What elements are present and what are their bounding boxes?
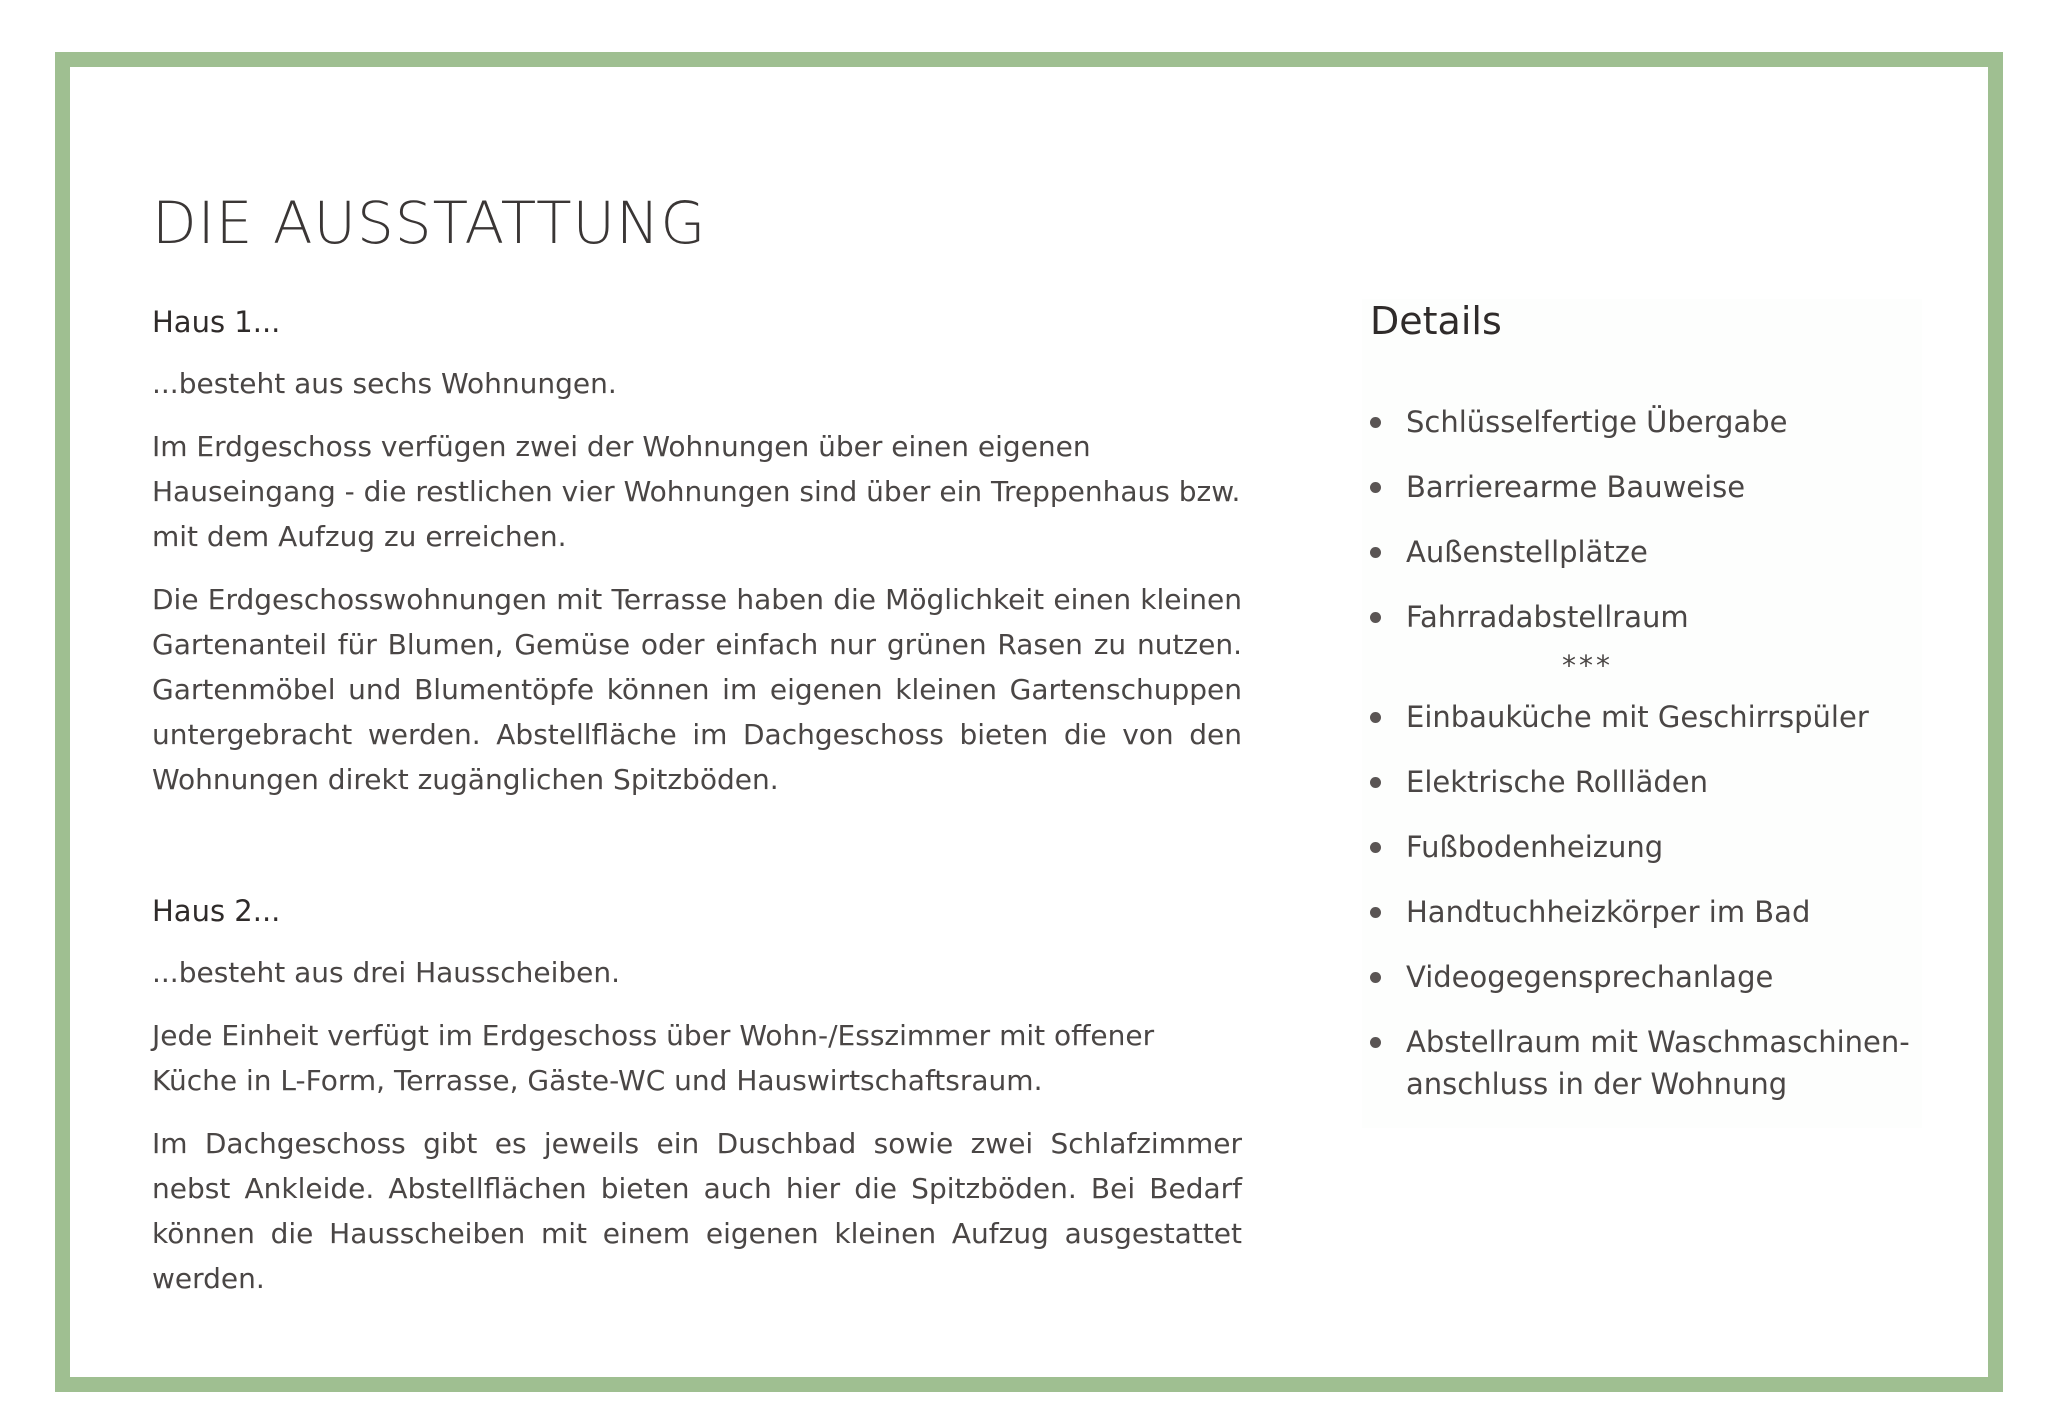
list-item xyxy=(1362,956,1922,998)
document-frame xyxy=(55,52,2003,1392)
haus1-paragraph-1: ...besteht aus sechs Wohnungen. xyxy=(152,367,617,400)
page-title: DIE AUSSTATTUNG xyxy=(152,189,707,257)
haus2-paragraph-3: Im Dachgeschoss gibt es jeweils ein Duschbad sowie zwei Schlafzimmer nebst Ankleide. Abstellflächen bieten auch hier die Spitzböden. Bei Bedarf können die Hausscheiben mit einem eigenen kleinen Aufzug ausgestattet werden. xyxy=(152,1127,1242,1295)
list-item-label: Abstellraum mit Waschmaschinen-anschluss in der Wohnung xyxy=(1406,1025,1910,1101)
list-item xyxy=(1362,1021,1922,1105)
haus1-heading: Haus 1... xyxy=(152,305,281,339)
description-column xyxy=(152,305,1242,1301)
bullet-icon xyxy=(1370,777,1381,788)
bullet-icon xyxy=(1370,482,1381,493)
list-item xyxy=(1362,826,1922,868)
details-column xyxy=(1362,299,1922,1128)
bullet-icon xyxy=(1370,1037,1381,1048)
list-item xyxy=(1362,531,1922,573)
haus2-paragraph-1: ...besteht aus drei Hausscheiben. xyxy=(152,956,621,989)
list-item-label: Handtuchheizkörper im Bad xyxy=(1406,895,1811,929)
list-item-label: Fußbodenheizung xyxy=(1406,830,1664,864)
list-item xyxy=(1362,761,1922,803)
bullet-icon xyxy=(1370,547,1381,558)
details-list-group-2 xyxy=(1362,696,1922,1105)
haus1-paragraph-3: Die Erdgeschosswohnungen mit Terrasse haben die Möglichkeit einen kleinen Gartenanteil für Blumen, Gemüse oder einfach nur grünen Rasen zu nutzen. Gartenmöbel und Blumentöpfe können im eigenen kleinen Gartenschuppen untergebracht werden. Abstellfläche im Dachgeschoss bieten die von den Wohnungen direkt zugänglichen Spitzböden. xyxy=(152,583,1242,796)
details-separator: *** xyxy=(1562,649,1613,682)
bullet-icon xyxy=(1370,907,1381,918)
list-item-label: Einbauküche mit Geschirrspüler xyxy=(1406,700,1869,734)
list-item xyxy=(1362,696,1922,738)
haus2-paragraph-2: Jede Einheit verfügt im Erdgeschoss über Wohn-/Esszimmer mit offener Küche in L-Form, Terrasse, Gäste-WC und Hauswirtschaftsraum. xyxy=(152,1019,1155,1097)
list-item-label: Außenstellplätze xyxy=(1406,535,1648,569)
list-item-label: Schlüsselfertige Übergabe xyxy=(1406,405,1788,439)
details-heading: Details xyxy=(1370,299,1502,343)
list-item-label: Fahrradabstellraum xyxy=(1406,600,1689,634)
list-item xyxy=(1362,596,1922,638)
details-list-group-1 xyxy=(1362,401,1922,638)
list-item-label: Videogegensprechanlage xyxy=(1406,960,1774,994)
list-item-label: Barrierearme Bauweise xyxy=(1406,470,1746,504)
haus1-paragraph-2: Im Erdgeschoss verfügen zwei der Wohnungen über einen eigenen Hauseingang - die restlichen vier Wohnungen sind über ein Treppenhaus bzw. mit dem Aufzug zu erreichen. xyxy=(152,430,1241,553)
bullet-icon xyxy=(1370,972,1381,983)
list-item xyxy=(1362,466,1922,508)
bullet-icon xyxy=(1370,712,1381,723)
list-item-label: Elektrische Rollläden xyxy=(1406,765,1709,799)
bullet-icon xyxy=(1370,612,1381,623)
list-item xyxy=(1362,401,1922,443)
haus2-heading: Haus 2... xyxy=(152,894,281,928)
bullet-icon xyxy=(1370,417,1381,428)
list-item xyxy=(1362,891,1922,933)
bullet-icon xyxy=(1370,842,1381,853)
